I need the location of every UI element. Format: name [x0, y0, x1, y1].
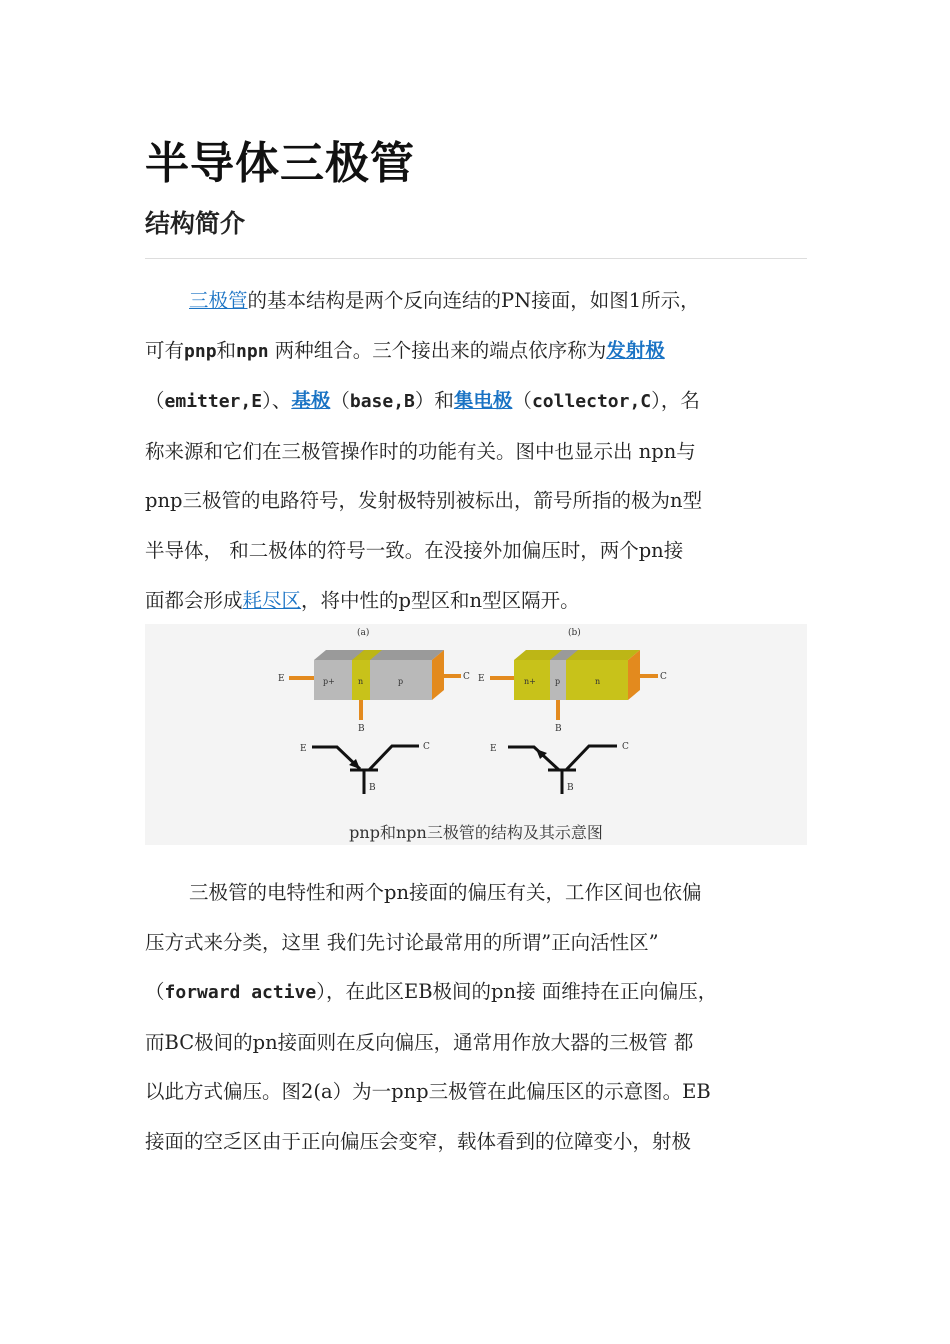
section-heading: 结构简介: [145, 209, 246, 238]
terminal-e-b: E: [478, 674, 485, 684]
symbol-e-a: E: [300, 744, 307, 754]
label-a: (a): [357, 628, 370, 638]
region-label-p: p: [398, 677, 404, 686]
transistor-figure: [145, 624, 807, 845]
label-b: (b): [568, 628, 581, 638]
terminal-c-b: C: [660, 672, 667, 682]
symbol-collector-b: [566, 746, 617, 770]
symbol-c-b: C: [622, 742, 629, 752]
paragraph-line: 三极管的电特性和两个pn接面的偏压有关，工作区间也依偏: [189, 881, 702, 904]
paragraph-line: 接面的空乏区由于正向偏压会变窄，载体看到的位障变小，射极: [145, 1129, 692, 1153]
region-label-p-b: p: [555, 677, 561, 686]
link-depletion-region[interactable]: 耗尽区: [242, 588, 302, 612]
page-title: 半导体三极管: [145, 138, 415, 189]
terminal-b-b: B: [555, 724, 562, 734]
paragraph-line: 可有pnp和npn 两种组合。三个接出来的端点依序称为发射极: [145, 338, 665, 362]
symbol-collector-a: [369, 746, 419, 770]
paragraph-line: 而BC极间的pn接面则在反向偏压，通常用作放大器的三极管 都: [145, 1030, 694, 1054]
paragraph-line: 半导体， 和二极体的符号一致。在没接外加偏压时，两个pn接: [145, 538, 684, 562]
block-top-b: [514, 650, 640, 660]
region-label-n: n: [358, 677, 364, 686]
paragraph-line: pnp三极管的电路符号，发射极特别被标出，箭号所指的极为n型: [145, 489, 703, 513]
paragraph-line: 面都会形成耗尽区，将中性的p型区和n型区隔开。: [145, 588, 580, 612]
terminal-c-a: C: [463, 672, 470, 682]
symbol-e-b: E: [490, 744, 497, 754]
symbol-b-a: B: [369, 783, 376, 793]
region-label-p-plus: p+: [323, 677, 335, 686]
forward-active-paragraph: [145, 868, 807, 1167]
paragraph-line: 以此方式偏压。图2(a）为一pnp三极管在此偏压区的示意图。EB: [145, 1080, 711, 1104]
paragraph-line: （forward active），在此区EB极间的pn接 面维持在正向偏压，: [145, 980, 718, 1004]
link-collector[interactable]: 集电极: [453, 389, 513, 413]
paragraph-line: 压方式来分类，这里 我们先讨论最常用的所谓”正向活性区”: [145, 930, 659, 954]
region-label-n-b: n: [595, 677, 601, 686]
link-emitter[interactable]: 发射极: [606, 338, 665, 362]
terminal-e-a: E: [278, 674, 285, 684]
terminal-b-a: B: [358, 724, 365, 734]
region-label-n-plus: n+: [524, 677, 536, 686]
symbol-emitter-b: [508, 747, 559, 770]
transistor-diagram: [274, 624, 676, 799]
link-triode[interactable]: 三极管: [189, 289, 248, 312]
link-base[interactable]: 基极: [291, 389, 331, 413]
symbol-b-b: B: [567, 783, 574, 793]
paragraph-line: 三极管的基本结构是两个反向连结的PN接面，如图1所示，: [189, 289, 700, 312]
paragraph-line: 称来源和它们在三极管操作时的功能有关。图中也显示出 npn与: [145, 439, 696, 463]
symbol-c-a: C: [423, 742, 430, 752]
paragraph-line: （emitter,E）、基极（base,B）和集电极（collector,C），名: [145, 389, 700, 413]
intro-paragraph: [145, 276, 807, 625]
figure-caption: pnp和npn三极管的结构及其示意图: [349, 823, 603, 842]
heading-divider: [145, 258, 807, 259]
